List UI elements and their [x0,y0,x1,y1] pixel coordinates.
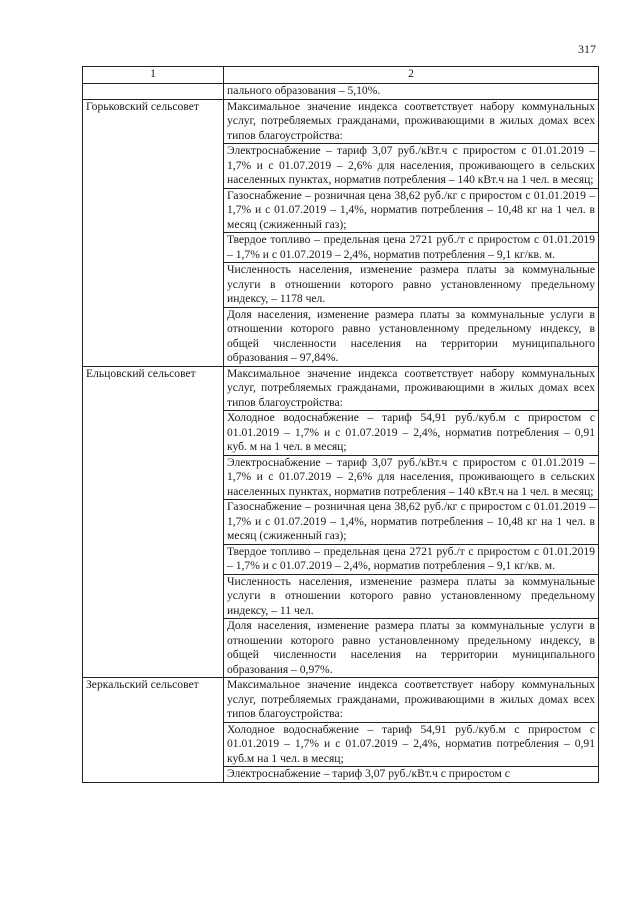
municipality-name: Ельцовский сельсовет [83,366,224,678]
paragraph: Электроснабжение – тариф 3,07 руб./кВт.ч с приростом с 01.01.2019 – 1,7% и с 01.07.2019 – 2,6% для населения, проживающего в сельских населенных пунктах, норматив потребления – 140 кВт.ч на 1 чел. в месяц; [224,455,598,500]
paragraph: Твердое топливо – предельная цена 2721 руб./т с приростом с 01.01.2019 – 1,7% и с 01.07.2019 – 2,4%, норматив потребления – 9,1 кг/кв. м. [224,232,598,262]
paragraph: Максимальное значение индекса соответствует набору коммунальных услуг, потребляемых гражданами, проживающими в жилых домах всех типов благоустройства: [227,366,595,409]
paragraph: Максимальное значение индекса соответствует набору коммунальных услуг, потребляемых гражданами, проживающими в жилых домах всех типов благоустройства: [227,99,595,142]
municipality-description [224,366,599,678]
paragraph: Численность населения, изменение размера платы за коммунальные услуги в отношении которого равно установленному предельному индексу, – 11 чел. [224,574,598,619]
paragraph: Электроснабжение – тариф 3,07 руб./кВт.ч с приростом с 01.01.2019 – 1,7% и с 01.07.2019 – 2,6% для населения, проживающего в сельских населенных пунктах, норматив потребления – 140 кВт.ч на 1 чел. в месяц; [224,143,598,188]
municipality-name: Зеркальский сельсовет [83,678,224,783]
paragraph: Холодное водоснабжение – тариф 54,91 руб./куб.м с приростом с 01.01.2019 – 1,7% и с 01.07.2019 – 2,4%, норматив потребления – 0,91 куб.м на 1 чел. в месяц; [224,722,598,767]
table-row-gorkovsky [83,99,599,366]
table-row-yeltsovsky [83,366,599,678]
column-header-1: 1 [83,67,224,84]
table-cell-name [83,84,224,100]
paragraph: Твердое топливо – предельная цена 2721 руб./т с приростом с 01.01.2019 – 1,7% и с 01.07.2019 – 2,4%, норматив потребления – 9,1 кг/кв. м. [224,544,598,574]
paragraph: Численность населения, изменение размера платы за коммунальные услуги в отношении которого равно установленному предельному индексу, – 1178 чел. [224,262,598,307]
paragraph: Электроснабжение – тариф 3,07 руб./кВт.ч с приростом с [224,766,598,782]
continuation-text: пального образования – 5,10%. [227,84,381,97]
table-row-zerkalsky [83,678,599,783]
municipality-description [224,678,599,783]
table-header-row [83,67,599,84]
paragraph: Холодное водоснабжение – тариф 54,91 руб./куб.м с приростом с 01.01.2019 – 1,7% и с 01.07.2019 – 2,4%, норматив потребления – 0,91 куб. м на 1 чел. в месяц; [224,410,598,455]
table-cell-description [224,84,599,100]
paragraph: Газоснабжение – розничная цена 38,62 руб./кг с приростом с 01.01.2019 – 1,7% и с 01.07.2019 – 1,4%, норматив потребления – 10,48 кг на 1 чел. в месяц (сжиженный газ); [224,499,598,544]
paragraph: Максимальное значение индекса соответствует набору коммунальных услуг, потребляемых гражданами, проживающими в жилых домах всех типов благоустройства: [227,678,595,720]
paragraph: Газоснабжение – розничная цена 38,62 руб./кг с приростом с 01.01.2019 – 1,7% и с 01.07.2019 – 1,4%, норматив потребления – 10,48 кг на 1 чел. в месяц (сжиженный газ); [224,188,598,233]
table-row-continuation [83,84,599,100]
data-table [82,66,599,783]
municipality-name: Горьковский сельсовет [83,99,224,366]
paragraph: Доля населения, изменение размера платы за коммунальные услуги в отношении которого равно установленному предельному индексу, в общей численности населения на территории муниципального образования – 97,84%. [224,307,598,366]
page-number: 317 [578,42,596,56]
column-header-2: 2 [224,67,599,84]
municipality-description [224,99,599,366]
paragraph: Доля населения, изменение размера платы за коммунальные услуги в отношении которого равно установленному предельному индексу, в общей численности населения на территории муниципального образования – 0,97%. [224,618,598,677]
